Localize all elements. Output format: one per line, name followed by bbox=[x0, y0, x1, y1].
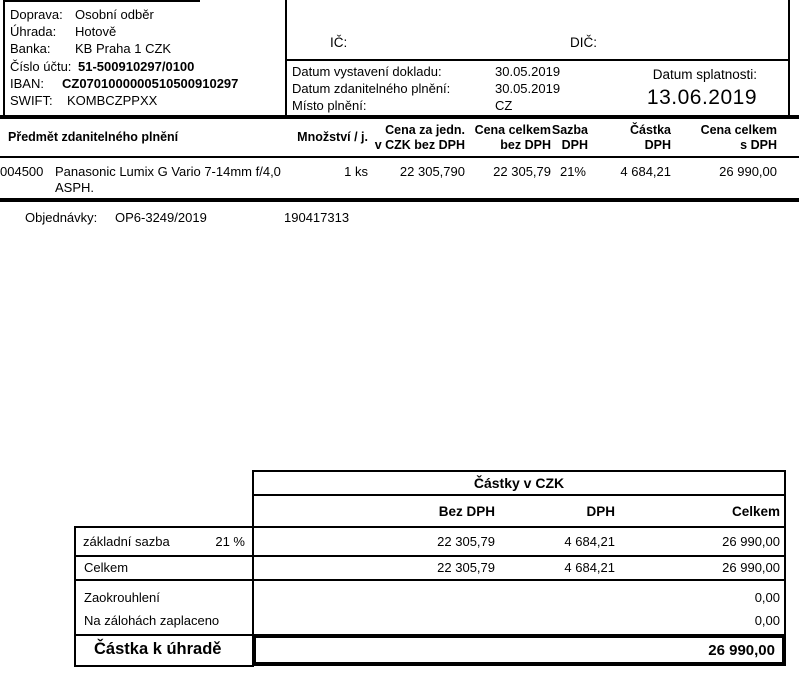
swift-value: KOMBCZPPXX bbox=[67, 92, 158, 108]
issue-date-label: Datum vystavení dokladu: bbox=[292, 64, 442, 79]
orders-label: Objednávky: bbox=[25, 210, 98, 225]
transport-row bbox=[10, 6, 238, 23]
company-id-label: IČ: bbox=[330, 35, 348, 50]
summary-vat-column-header: DPH bbox=[586, 504, 615, 519]
summary-row2-underline bbox=[74, 579, 786, 581]
gross-total-header-line1: Cena celkem bbox=[700, 123, 777, 137]
header-top-partial-line bbox=[3, 0, 200, 2]
issue-date-value: 30.05.2019 bbox=[495, 64, 561, 79]
taxable-date-row bbox=[292, 80, 560, 97]
summary-bottom-border bbox=[74, 665, 254, 667]
unit-price-header-line2: v CZK bez DPH bbox=[374, 137, 465, 152]
swift-row bbox=[10, 92, 238, 109]
item-gross-total: 26 990,00 bbox=[719, 164, 777, 179]
account-label: Číslo účtu: bbox=[10, 58, 72, 74]
summary-labels-left-border bbox=[74, 526, 76, 667]
item-net-total: 22 305,79 bbox=[493, 164, 551, 179]
item-unit-price: 22 305,790 bbox=[399, 164, 465, 179]
item-name bbox=[55, 164, 281, 196]
dates-block bbox=[292, 63, 560, 115]
item-name-line2: ASPH. bbox=[55, 180, 95, 195]
vat-rate-header-line2: DPH bbox=[561, 137, 588, 152]
order-number: OP6-3249/2019 bbox=[115, 210, 207, 225]
item-vat-amount: 4 684,21 bbox=[620, 164, 671, 179]
iban-value: CZ0701000000510500910297 bbox=[62, 75, 239, 91]
totals-row-net: 22 305,79 bbox=[437, 560, 495, 575]
header-left-border bbox=[3, 0, 5, 116]
swift-label: SWIFT: bbox=[10, 92, 53, 108]
totals-row-label: Celkem bbox=[84, 560, 129, 575]
rounding-label: Zaokrouhlení bbox=[84, 590, 160, 605]
due-date-value: 13.06.2019 bbox=[646, 86, 757, 109]
vat-id-label: DIČ: bbox=[570, 35, 597, 50]
item-code: 004500 bbox=[0, 164, 44, 179]
transport-value: Osobní odběr bbox=[75, 7, 154, 22]
unit-price-column-header bbox=[360, 123, 465, 152]
bank-row bbox=[10, 40, 238, 57]
place-value: CZ bbox=[495, 98, 513, 114]
payment-info-block bbox=[10, 6, 238, 109]
advances-label: Na zálohách zaplaceno bbox=[84, 613, 220, 628]
summary-box-top bbox=[252, 470, 786, 472]
summary-title: Částky v CZK bbox=[473, 475, 565, 491]
header-bottom-thick-line bbox=[0, 115, 799, 119]
gross-total-header-line2: s DPH bbox=[740, 137, 777, 152]
totals-row-total: 26 990,00 bbox=[722, 560, 780, 575]
summary-title-underline bbox=[252, 494, 786, 496]
summary-net-column-header: Bez DPH bbox=[438, 504, 495, 519]
payment-method-value: Hotově bbox=[75, 24, 117, 40]
items-bottom-thick-line bbox=[0, 198, 799, 202]
header-divider bbox=[285, 0, 287, 116]
totals-row-vat: 4 684,21 bbox=[564, 560, 615, 575]
net-total-header-line2: bez DPH bbox=[500, 137, 551, 152]
order-reference: 190417313 bbox=[284, 210, 350, 225]
advances-value: 0,00 bbox=[754, 613, 780, 628]
account-value: 51-500910297/0100 bbox=[78, 58, 195, 74]
item-vat-rate: 21% bbox=[559, 164, 586, 179]
vat-amount-header-line2: DPH bbox=[644, 137, 671, 152]
amount-due-label: Částka k úhradě bbox=[94, 640, 222, 658]
bank-label: Banka: bbox=[10, 41, 51, 57]
item-name-line1: Panasonic Lumix G Vario 7-14mm f/4,0 bbox=[55, 164, 281, 179]
issue-date-row bbox=[292, 63, 560, 80]
base-rate-label: základní sazba bbox=[83, 534, 170, 549]
vat-rate-header-line1: Sazba bbox=[551, 123, 588, 137]
header-inner-hline bbox=[285, 59, 790, 61]
payment-method-row bbox=[10, 23, 238, 40]
place-label: Místo plnění: bbox=[292, 98, 367, 114]
quantity-column-header: Množství / j. bbox=[297, 130, 368, 144]
place-row bbox=[292, 97, 560, 114]
header-right-border bbox=[788, 0, 790, 116]
unit-price-header-line1: Cena za jedn. bbox=[385, 123, 465, 137]
summary-total-column-header: Celkem bbox=[731, 504, 780, 519]
item-quantity: 1 ks bbox=[344, 164, 368, 179]
iban-row bbox=[10, 75, 238, 92]
summary-row3-underline bbox=[74, 634, 254, 636]
gross-total-column-header bbox=[677, 123, 777, 152]
taxable-date-value: 30.05.2019 bbox=[495, 81, 561, 97]
subject-column-header: Předmět zdanitelného plnění bbox=[8, 130, 179, 144]
vat-amount-header-line1: Částka bbox=[630, 123, 671, 137]
transport-label: Doprava: bbox=[10, 7, 63, 22]
net-total-header-line1: Cena celkem bbox=[474, 123, 551, 137]
taxable-date-label: Datum zdanitelného plnění: bbox=[292, 81, 451, 97]
summary-header-underline bbox=[74, 526, 786, 528]
base-rate-total: 26 990,00 bbox=[722, 534, 780, 549]
payment-method-label: Úhrada: bbox=[10, 24, 57, 40]
due-date-block bbox=[560, 67, 757, 110]
account-row bbox=[10, 58, 238, 75]
items-header-underline bbox=[0, 156, 799, 158]
rounding-value: 0,00 bbox=[754, 590, 780, 605]
iban-label: IBAN: bbox=[10, 75, 44, 91]
due-date-label: Datum splatnosti: bbox=[652, 67, 757, 82]
base-rate-vat: 4 684,21 bbox=[564, 534, 615, 549]
base-rate-net: 22 305,79 bbox=[437, 534, 495, 549]
amount-due-value: 26 990,00 bbox=[708, 642, 775, 659]
summary-row1-underline bbox=[74, 555, 786, 557]
vat-amount-column-header bbox=[571, 123, 671, 152]
base-rate-percent: 21 % bbox=[215, 534, 245, 549]
bank-value: KB Praha 1 CZK bbox=[75, 41, 172, 57]
